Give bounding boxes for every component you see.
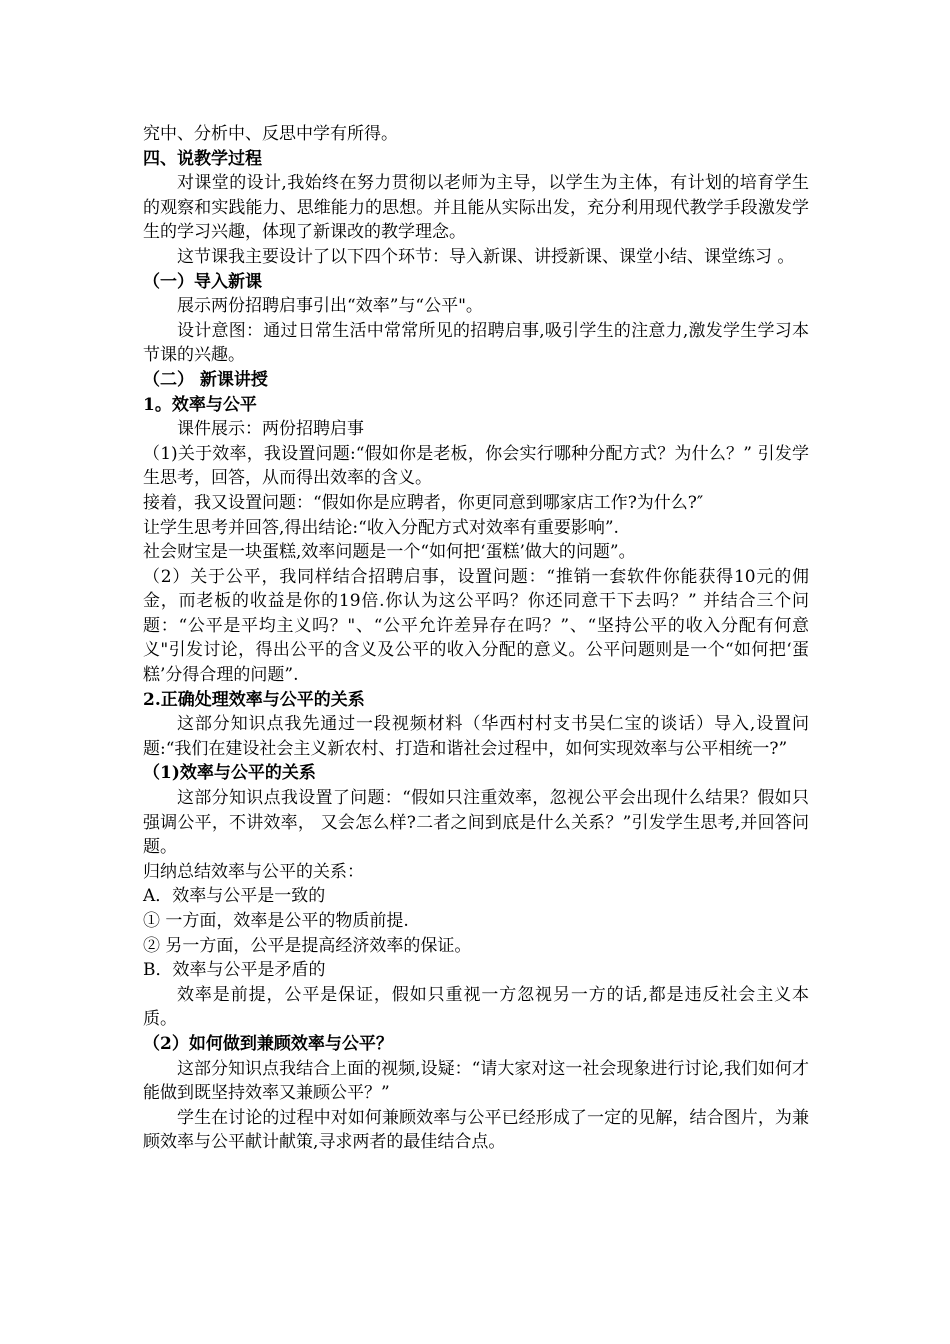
paragraph: 这部分知识点我结合上面的视频,设疑：“请大家对这一社会现象进行讨论,我们如何才能做到既坚持效率又兼顾公平？” — [143, 1058, 809, 1104]
paragraph: 这部分知识点我设置了问题：“假如只注重效率，忽视公平会出现什么结果？假如只强调公平，不讲效率， 又会怎么样?二者之间到底是什么关系？”引发学生思考,并回答问题。 — [143, 788, 809, 858]
paragraph: 这部分知识点我先通过一段视频材料（华西村村支书吴仁宝的谈话）导入,设置问题:“我们在建设社会主义新农村、打造和谐社会过程中，如何实现效率与公平相统一?” — [143, 714, 809, 759]
subsection-heading: 2.正确处理效率与公平的关系 — [143, 689, 365, 710]
paragraph: 展示两份招聘启事引出“效率”与“公平"。 — [177, 296, 483, 317]
subsection-heading: 1。效率与公平 — [143, 394, 257, 415]
paragraph: 接着，我又设置问题：“假如你是应聘者，你更同意到哪家店工作?为什么?″ — [143, 492, 704, 513]
paragraph: 究中、分析中、反思中学有所得。 — [143, 124, 398, 144]
section-heading: 四、说教学过程 — [143, 148, 262, 169]
list-item: B．效率与公平是矛盾的 — [143, 960, 326, 981]
list-item: ① 一方面，效率是公平的物质前提. — [143, 911, 409, 931]
subsection-heading: （二） 新课讲授 — [143, 369, 268, 390]
paragraph: 让学生思考并回答,得出结论:“收入分配方式对效率有重要影响”. — [143, 517, 619, 538]
list-item: ② 另一方面，公平是提高经济效率的保证。 — [143, 935, 472, 956]
paragraph: 归纳总结效率与公平的关系： — [143, 861, 364, 882]
paragraph: 对课堂的设计,我始终在努力贯彻以老师为主导，以学生为主体，有计划的培育学生的观察和实践能力、思维能力的思想。并且能从实际出发，充分利用现代教学手段激发学生的学习兴趣，体现了新课改的教学理念。 — [143, 173, 809, 243]
paragraph: 设计意图：通过日常生活中常常所见的招聘启事,吸引学生的注意力,激发学生学习本节课的兴趣。 — [143, 320, 809, 366]
subsection-heading: （2）如何做到兼顾效率与公平？ — [143, 1033, 393, 1054]
paragraph: 社会财宝是一块蛋糕,效率问题是一个“如何把‘蛋糕’做大的问题”。 — [143, 542, 636, 563]
paragraph: 学生在讨论的过程中对如何兼顾效率与公平已经形成了一定的见解，结合图片，为兼顾效率与公平献计献策,寻求两者的最佳结合点。 — [143, 1107, 809, 1153]
paragraph: 效率是前提，公平是保证，假如只重视一方忽视另一方的话,都是违反社会主义本质。 — [143, 984, 809, 1030]
paragraph: （2）关于公平，我同样结合招聘启事，设置问题：“推销一套软件你能获得10元的佣金，而老板的收益是你的19倍.你认为这公平吗？你还同意干下去吗？” 并结合三个问题：“公平是平均主义吗？"、“公平允许差异存在吗？”、“坚持公平的收入分配有何意义"引发讨论，得出公平的含义及公平的收入分配的意义。公平问题则是一个“如何把‘蛋糕’分得合理的问题”. — [143, 566, 809, 686]
subsection-heading: （一）导入新课 — [143, 271, 262, 292]
subsection-heading: （1)效率与公平的关系 — [143, 763, 316, 784]
paragraph: （1)关于效率，我设置问题:“假如你是老板，你会实行哪种分配方式？为什么？” 引发学生思考，回答，从而得出效率的含义。 — [143, 443, 809, 489]
paragraph: 课件展示：两份招聘启事 — [177, 419, 364, 440]
document-page — [143, 122, 809, 1155]
paragraph: 这节课我主要设计了以下四个环节：导入新课、讲授新课、课堂小结、课堂练习 。 — [177, 246, 795, 267]
list-item: A．效率与公平是一致的 — [143, 886, 326, 907]
